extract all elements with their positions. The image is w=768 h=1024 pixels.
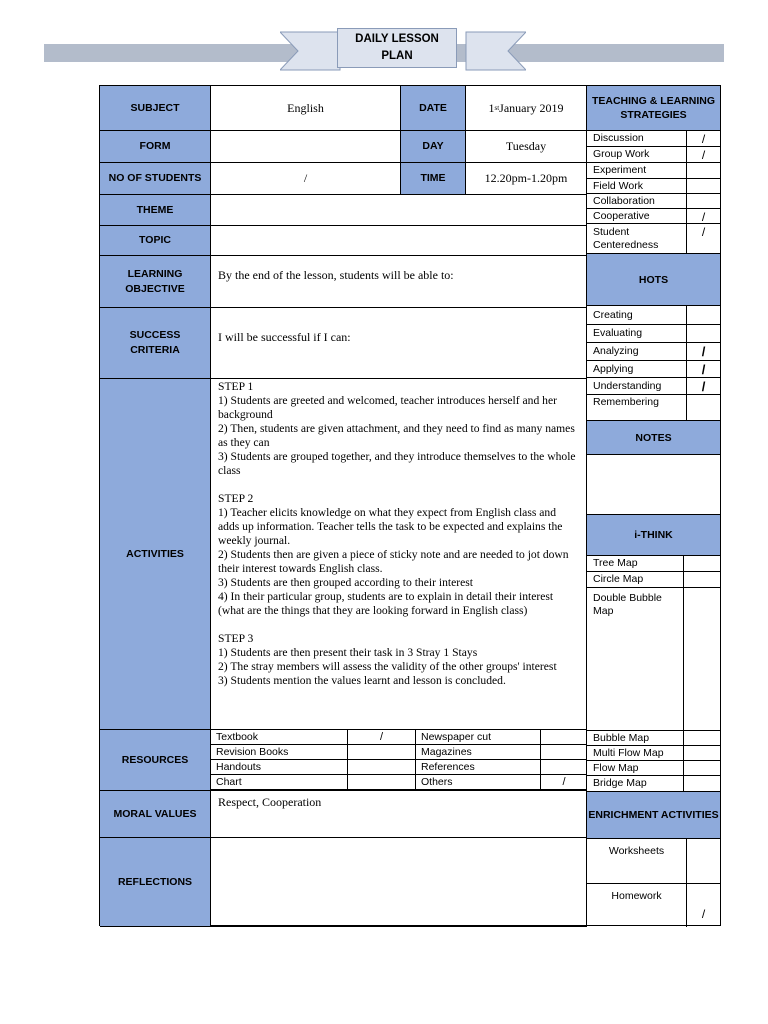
ithink-item — [587, 556, 720, 572]
lesson-plan-table — [99, 85, 721, 926]
strategy-item — [587, 179, 720, 194]
strategy-mark: / — [701, 147, 706, 162]
no-students-value: / — [211, 163, 401, 195]
enrichment-name: Homework — [587, 884, 687, 927]
resource-name: Chart — [211, 775, 348, 790]
strategy-mark: / — [701, 225, 706, 239]
topic-value — [211, 226, 587, 256]
strategy-mark — [687, 179, 720, 194]
date-suffix: st — [494, 104, 500, 112]
activity-line: 3) Students are then grouped according to their interest — [218, 576, 473, 589]
activity-spacer — [218, 618, 579, 632]
hots-mark: / — [701, 344, 706, 359]
activity-line: 3) Students are grouped together, and they introduce themselves to the whole class — [218, 450, 576, 477]
reflections-label: REFLECTIONS — [100, 838, 211, 927]
activity-line: 2) Then, students are given attachment, and they need to find as many names as they can — [218, 422, 575, 449]
date-rest: January 2019 — [499, 100, 564, 115]
strategy-item — [587, 147, 720, 163]
resource-mark — [541, 745, 587, 760]
time-label: TIME — [401, 163, 466, 195]
resource-mark — [541, 730, 587, 745]
no-students-label: NO OF STUDENTS — [100, 163, 211, 195]
ithink-name: Bubble Map — [587, 731, 684, 746]
activity-line: 1) Teacher elicits knowledge on what they expect from English class and adds up information. Teacher tells the task to be expected and explains the weekly journal. — [218, 506, 563, 547]
ithink-item — [587, 761, 720, 776]
resources-table — [211, 730, 587, 791]
form-label: FORM — [100, 131, 211, 163]
strategy-item — [587, 224, 720, 254]
activity-line: STEP 1 — [218, 380, 254, 393]
ithink-mark — [684, 588, 720, 730]
strategy-name: Group Work — [587, 147, 687, 162]
ithink-mark — [684, 746, 720, 761]
title-line-1: DAILY LESSON — [355, 33, 439, 45]
topic-label: TOPIC — [100, 226, 211, 256]
enrichment-header: ENRICHMENT ACTIVITIES — [587, 792, 720, 839]
ithink-header: i-THINK — [587, 515, 720, 556]
resource-name: Magazines — [416, 745, 541, 760]
subject-value: English — [211, 86, 401, 131]
resources-label: RESOURCES — [100, 730, 211, 791]
strategy-item — [587, 194, 720, 209]
resource-mark — [541, 760, 587, 775]
hots-name: Applying — [587, 361, 687, 377]
resource-mark — [348, 745, 416, 760]
strategy-item — [587, 131, 720, 147]
strategy-name: Student Centeredness — [587, 224, 687, 253]
activity-spacer — [218, 478, 579, 492]
strategy-mark — [687, 194, 720, 209]
resource-mark: / — [541, 775, 587, 790]
ithink-name: Flow Map — [587, 761, 684, 776]
hots-item — [587, 325, 720, 343]
hots-item — [587, 361, 720, 378]
hots-name: Evaluating — [587, 325, 687, 342]
day-label: DAY — [401, 131, 466, 163]
ithink-name: Multi Flow Map — [587, 746, 684, 761]
strategy-item — [587, 163, 720, 179]
learning-objective-value: By the end of the lesson, students will be able to: — [211, 256, 587, 308]
resource-name: Newspaper cut — [416, 730, 541, 745]
theme-value — [211, 195, 587, 226]
ithink-item — [587, 731, 720, 746]
strategy-mark: / — [701, 131, 706, 146]
title-line-2: PLAN — [381, 50, 413, 62]
activity-line: STEP 2 — [218, 492, 254, 505]
day-value: Tuesday — [466, 131, 586, 163]
hots-mark: / — [701, 361, 706, 377]
activity-line: 4) In their particular group, students are to explain in detail their interest (what are the things that they are looking forward in English class) — [218, 590, 554, 617]
ithink-mark — [684, 761, 720, 776]
activity-line: 3) Students mention the values learnt and lesson is concluded. — [218, 674, 506, 687]
resource-name: Textbook — [211, 730, 348, 745]
date-value — [466, 86, 586, 131]
activity-line: 1) Students are then present their task in 3 Stray 1 Stays — [218, 646, 478, 659]
strategy-name: Cooperative — [587, 209, 687, 224]
ithink-name: Bridge Map — [587, 776, 684, 791]
ithink-name: Circle Map — [587, 572, 684, 587]
hots-name: Understanding — [587, 378, 687, 394]
theme-label: THEME — [100, 195, 211, 226]
hots-item — [587, 395, 720, 421]
time-value: 12.20pm-1.20pm — [466, 163, 586, 195]
ithink-mark — [684, 731, 720, 746]
moral-values-label: MORAL VALUES — [100, 791, 211, 838]
hots-name: Creating — [587, 306, 687, 324]
enrichment-item — [587, 884, 720, 927]
hots-item — [587, 378, 720, 395]
subject-label: SUBJECT — [100, 86, 211, 131]
ithink-item — [587, 572, 720, 588]
activity-line: 1) Students are greeted and welcomed, teacher introduces herself and her background — [218, 394, 557, 421]
ithink-name: Tree Map — [587, 556, 684, 571]
strategy-mark — [687, 163, 720, 178]
ithink-item — [587, 746, 720, 761]
notes-content — [587, 455, 720, 515]
activity-line: 2) Students then are given a piece of sticky note and are needed to jot down their interest towards English class. — [218, 548, 569, 575]
strategy-item — [587, 209, 720, 224]
learning-objective-label: LEARNING OBJECTIVE — [100, 256, 211, 308]
hots-item — [587, 343, 720, 361]
success-criteria-label: SUCCESS CRITERIA — [100, 308, 211, 379]
ithink-mark — [684, 572, 720, 587]
hots-mark — [687, 325, 720, 342]
resource-name: References — [416, 760, 541, 775]
page-title — [337, 28, 457, 68]
ithink-item — [587, 588, 720, 731]
hots-mark: / — [701, 378, 706, 394]
strategy-name: Collaboration — [587, 194, 687, 209]
resource-name: Others — [416, 775, 541, 790]
reflections-value — [211, 838, 587, 927]
ithink-name: Double Bubble Map — [587, 588, 684, 730]
resource-mark: / — [348, 730, 416, 745]
activity-line: STEP 3 — [218, 632, 254, 645]
right-column — [587, 86, 720, 927]
activities-label: ACTIVITIES — [100, 379, 211, 730]
enrichment-mark: / — [701, 907, 706, 921]
hots-mark — [687, 395, 720, 420]
enrichment-item — [587, 839, 720, 884]
resource-mark — [348, 760, 416, 775]
enrichment-mark — [687, 839, 720, 883]
hots-name: Remembering — [587, 395, 687, 420]
notes-header: NOTES — [587, 421, 720, 455]
activity-line: 2) The stray members will assess the validity of the other groups' interest — [218, 660, 557, 673]
ithink-mark — [684, 776, 720, 791]
ithink-mark — [684, 556, 720, 571]
hots-name: Analyzing — [587, 343, 687, 360]
date-label: DATE — [401, 86, 466, 131]
strategy-name: Field Work — [587, 179, 687, 194]
success-criteria-value: I will be successful if I can: — [211, 308, 587, 379]
date-day: 1 — [488, 100, 495, 115]
hots-mark — [687, 306, 720, 324]
strategy-name: Experiment — [587, 163, 687, 178]
strategy-name: Discussion — [587, 131, 687, 146]
resource-name: Revision Books — [211, 745, 348, 760]
strategy-mark: / — [701, 209, 706, 224]
hots-item — [587, 306, 720, 325]
strategies-header: TEACHING & LEARNING STRATEGIES — [587, 86, 720, 131]
ithink-item — [587, 776, 720, 792]
activities-content — [211, 379, 587, 730]
form-value — [211, 131, 401, 163]
hots-header: HOTS — [587, 254, 720, 306]
resource-mark — [348, 775, 416, 790]
enrichment-name: Worksheets — [587, 839, 687, 883]
moral-values-value: Respect, Cooperation — [211, 791, 587, 838]
resource-name: Handouts — [211, 760, 348, 775]
